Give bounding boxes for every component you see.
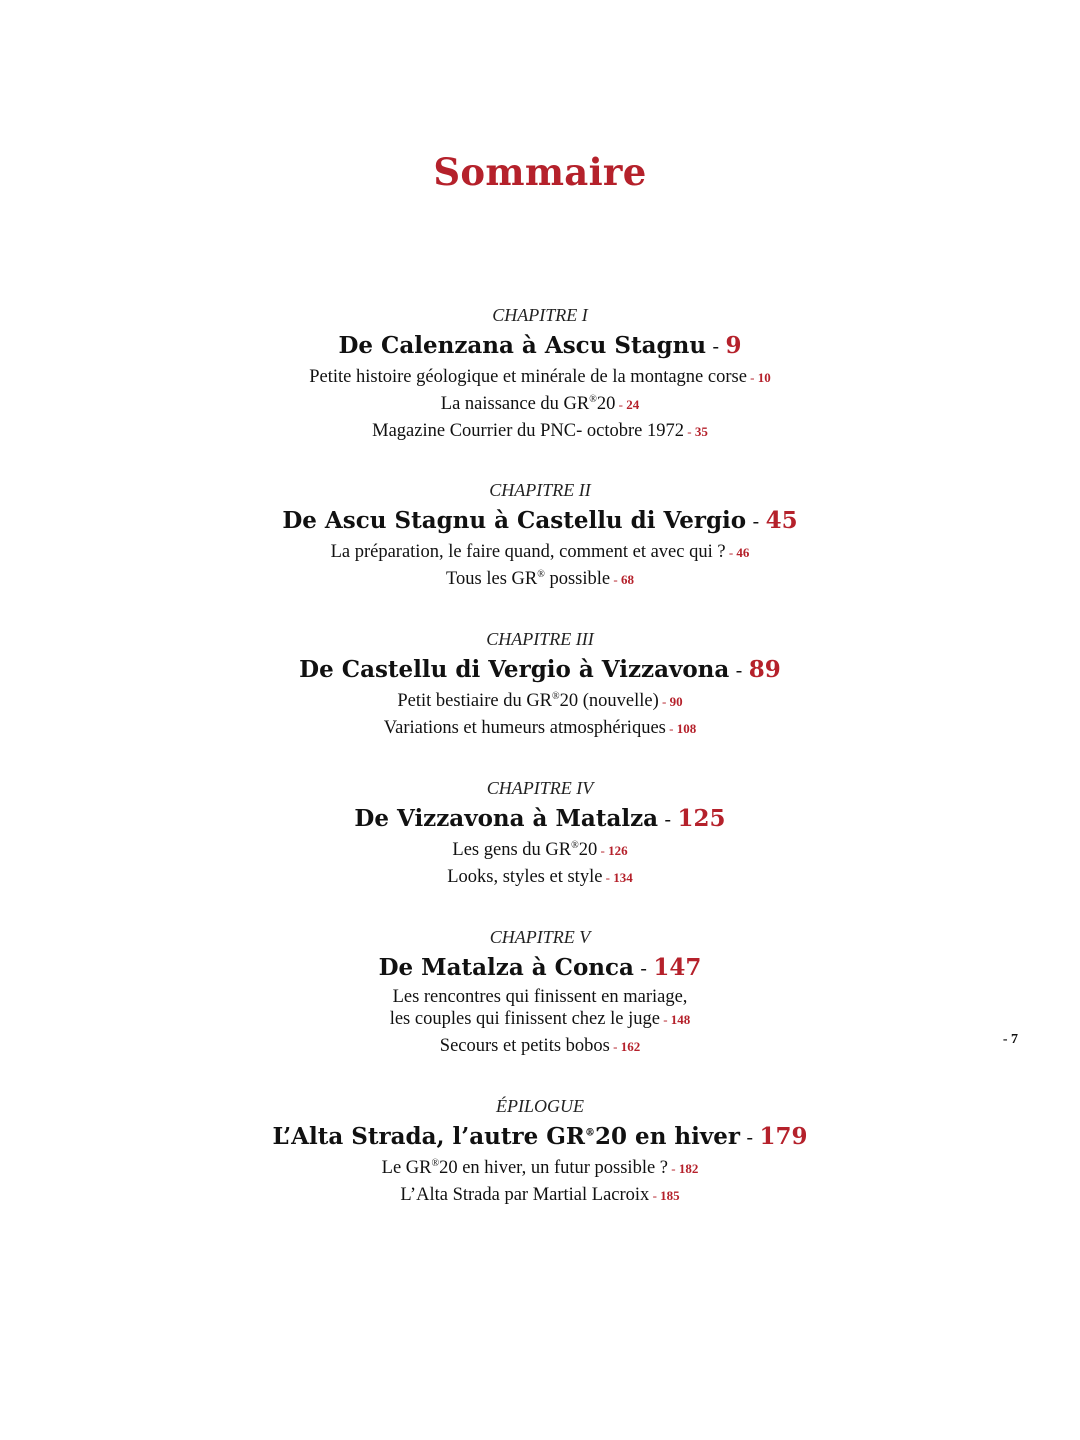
chapter-2 [0, 479, 1080, 591]
chapter-page: 179 [759, 1123, 808, 1150]
entry-text: Magazine Courrier du PNC- octobre 1972 [372, 421, 684, 441]
chapter-title: L’Alta Strada, l’autre GR®20 en hiver [272, 1123, 740, 1150]
chapter-page: 89 [748, 656, 781, 683]
page-number: - 7 [1002, 1032, 1018, 1047]
toc-entry[interactable]: Le GR®20 en hiver, un futur possible ? - 182 [381, 1157, 699, 1178]
entry-page: 10 [757, 370, 771, 385]
entry-text: Petit bestiaire du GR®20 (nouvelle) [397, 690, 659, 711]
toc-entry[interactable]: Petite histoire géologique et minérale de la montagne corse - 10 [309, 367, 771, 387]
toc-entry[interactable]: Secours et petits bobos - 162 [439, 1036, 641, 1056]
entry-text: La naissance du GR®20 [440, 393, 616, 414]
entry-text: Variations et humeurs atmosphériques [383, 718, 666, 738]
chapter-4 [0, 777, 1080, 889]
chapter-page: 45 [765, 507, 798, 534]
entry-text: Les gens du GR®20 [452, 839, 598, 860]
toc-entry[interactable]: Tous les GR® possible - 68 [446, 568, 634, 589]
chapter-title-row[interactable]: De Ascu Stagnu à Castellu di Vergio - 45 [282, 507, 798, 534]
chapter-label: CHAPITRE II [489, 480, 591, 500]
toc-entry[interactable]: L’Alta Strada par Martial Lacroix - 185 [400, 1185, 680, 1205]
chapter-label: ÉPILOGUE [496, 1096, 584, 1116]
toc-entry[interactable]: Variations et humeurs atmosphériques - 108 [383, 718, 697, 738]
chapter-label: CHAPITRE IV [486, 778, 594, 798]
entry-text: Le GR®20 en hiver, un futur possible ? [381, 1157, 669, 1178]
entry-text: Les rencontres qui finissent en mariage, [392, 987, 688, 1007]
chapter-label: CHAPITRE III [486, 629, 594, 649]
entry-text: Secours et petits bobos [439, 1036, 610, 1056]
entry-text: les couples qui finissent chez le juge [389, 1009, 660, 1029]
chapter-page: 9 [725, 332, 742, 359]
chapter-label: CHAPITRE V [489, 927, 591, 947]
entry-page: 24 [626, 397, 640, 412]
entry-page: 108 [676, 721, 697, 736]
entry-text: La préparation, le faire quand, comment et avec qui ? [330, 542, 726, 562]
chapter-1 [0, 304, 1080, 443]
entry-page: 134 [613, 870, 633, 885]
chapter-title: De Castellu di Vergio à Vizzavona [299, 656, 730, 683]
chapter-title: De Matalza à Conca [378, 954, 634, 981]
toc-entry[interactable]: La préparation, le faire quand, comment et avec qui ? - 46 [330, 542, 750, 562]
toc-entry[interactable]: Les gens du GR®20 - 126 [452, 839, 628, 860]
entry-page: 182 [678, 1161, 699, 1176]
entry-text: L’Alta Strada par Martial Lacroix [400, 1185, 650, 1205]
toc-entry[interactable] [0, 986, 1080, 1008]
chapter-title-row[interactable]: De Vizzavona à Matalza - 125 [354, 805, 726, 832]
entry-text: Petite histoire géologique et minérale de la montagne corse [309, 367, 747, 387]
entry-page: 126 [608, 843, 628, 858]
entry-page: 162 [620, 1039, 641, 1054]
chapter-title-row[interactable]: De Matalza à Conca - 147 [378, 954, 702, 981]
chapter-title: De Ascu Stagnu à Castellu di Vergio [282, 507, 747, 534]
chapter-title: De Vizzavona à Matalza [354, 805, 659, 832]
toc-entry[interactable]: les couples qui finissent chez le juge - 148 [389, 1009, 691, 1029]
entry-text: Looks, styles et style [447, 867, 603, 887]
toc-entry[interactable]: La naissance du GR®20 - 24 [440, 393, 640, 414]
toc-entry[interactable]: Looks, styles et style - 134 [447, 867, 633, 887]
chapter-title-row[interactable]: L’Alta Strada, l’autre GR®20 en hiver - 179 [272, 1123, 808, 1150]
chapter-title: De Calenzana à Ascu Stagnu [338, 332, 707, 359]
chapter-page: 125 [677, 805, 726, 832]
chapter-page: 147 [653, 954, 702, 981]
entry-page: 185 [660, 1188, 680, 1203]
epilogue [0, 1095, 1080, 1207]
entry-text: Tous les GR® possible [446, 568, 611, 589]
page-title: Sommaire [433, 150, 647, 194]
chapter-3 [0, 628, 1080, 740]
entry-page: 68 [620, 572, 634, 587]
entry-page: 35 [694, 424, 708, 439]
chapter-title-row[interactable]: De Castellu di Vergio à Vizzavona - 89 [299, 656, 781, 683]
entry-page: 46 [736, 545, 750, 560]
toc-entry[interactable]: Magazine Courrier du PNC- octobre 1972 - 35 [372, 421, 708, 441]
chapter-label: CHAPITRE I [492, 305, 588, 325]
chapter-5 [0, 926, 1080, 1058]
chapter-title-row[interactable]: De Calenzana à Ascu Stagnu - 9 [338, 332, 742, 359]
table-of-contents [0, 304, 1080, 1207]
toc-entry[interactable]: Petit bestiaire du GR®20 (nouvelle) - 90 [397, 690, 683, 711]
entry-page: 148 [670, 1012, 691, 1027]
entry-page: 90 [669, 694, 683, 709]
